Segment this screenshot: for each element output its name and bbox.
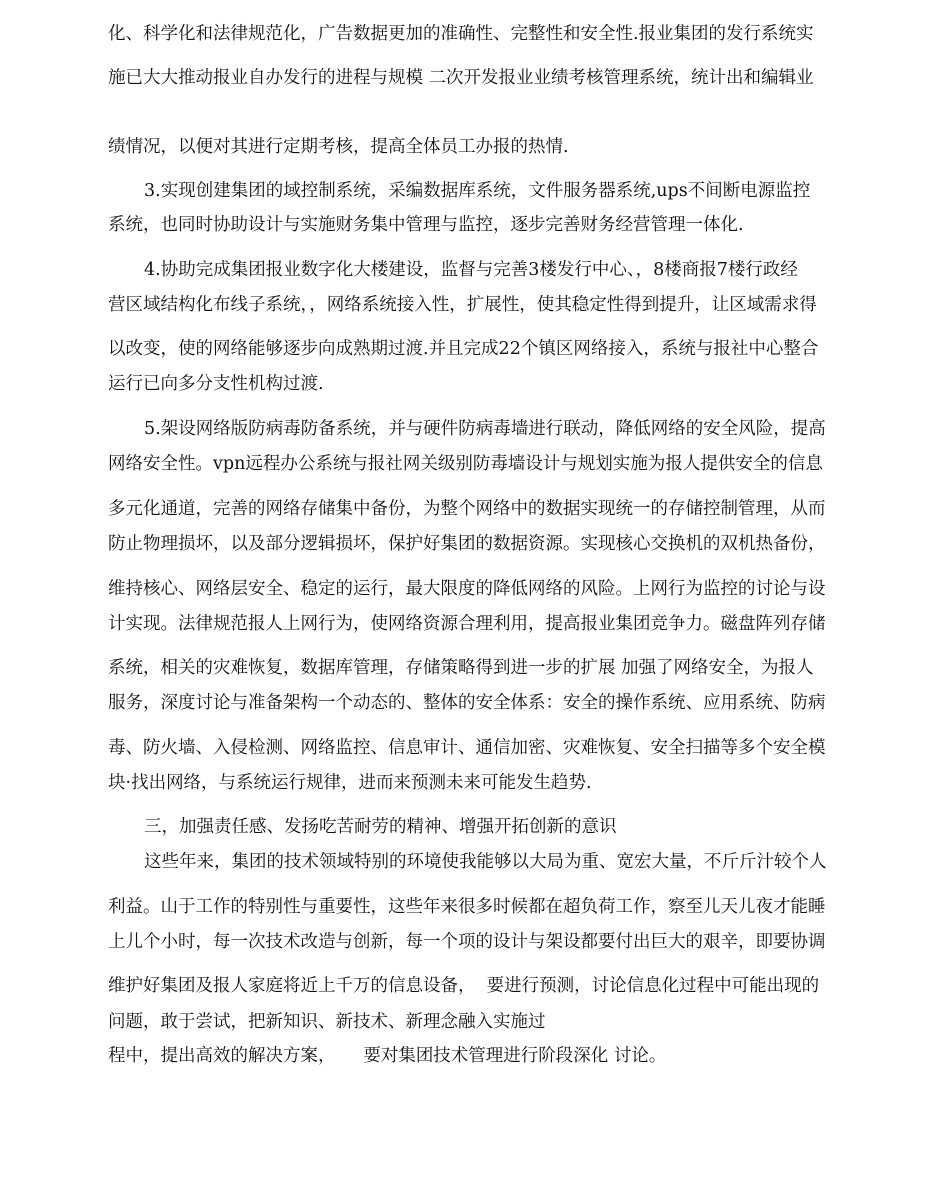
body-text-line: 利益。山于工作的特别性与重要性，这些年来很多时候都在超负荷工作，察至儿天儿夜才能睡	[108, 897, 826, 917]
body-text-line: 以改变，使的网络能够逐步向成熟期过渡.并且完成22个镇区网络接入，系统与报社中心整合	[108, 339, 819, 359]
body-text-line: 系统，也同时协助设计与实施财务集中管理与监控，逐步完善财务经营管理一体化.	[108, 215, 744, 235]
body-text-line: 营区域结构化布线子系统，，网络系统接入性，扩展性，使其稳定性得到提升，让区域需求得	[108, 295, 817, 315]
body-text-line: 块·找出网络，与系统运行规律，进而来预测未来可能发生趋势.	[108, 773, 592, 793]
body-text-line: 维护好集团及报人家庭将近上千万的信息设备， 要进行预测，讨论信息化过程中可能出现的	[108, 976, 820, 996]
body-text-line: 网络安全性。vpn远程办公系统与报社网关级别防毒墙设计与规划实施为报人提供安全的信息	[108, 454, 823, 474]
body-text-line: 4.协助完成集团报业数字化大楼建设，监督与完善3楼发行中心、，8楼商报7楼行政经	[144, 260, 798, 280]
body-text-line: 服务，深度讨论与准备架构一个动态的、整体的安全体系：安全的操作系统、应用系统、防病	[108, 693, 826, 713]
body-text-line: 5.架设网络版防病毒防备系统，并与硬件防病毒墙进行联动，降低网络的安全风险，提高	[144, 419, 826, 439]
body-text-line: 这些年来，集团的技术领域特别的环境使我能够以大局为重、宽宏大量，不斤斤汁较个人	[144, 852, 827, 872]
body-text-line: 系统，相关的灾难恢复，数据库管理，存储策略得到进一步的扩展 加强了网络安全，为报人	[108, 658, 814, 678]
body-text-line: 施已大大推动报业自办发行的进程与规模 二次开发报业业绩考核管理系统，统计出和编辑业	[108, 68, 814, 88]
section-heading: 三，加强责任感、发扬吃苦耐劳的精神、增强开拓创新的意识	[144, 817, 617, 837]
body-text-line: 防止物理损坏，以及部分逻辑损坏，保护好集团的数据资源。实现核心交换机的双机热备份，	[108, 534, 826, 554]
body-text-line: 3.实现创建集团的域控制系统，采编数据库系统，文件服务器系统,ups不间断电源监控	[144, 181, 811, 201]
body-text-line: 维持核心、网络层安全、稳定的运行，最大限度的降低网络的风险。上网行为监控的讨论与设	[108, 579, 826, 599]
body-text-line: 多元化通道，完善的网络存储集中备份，为整个网络中的数据实现统一的存储控制管理，从而	[108, 499, 826, 519]
body-text-line: 计实现。法律规范报人上网行为，使网络资源合理利用，提高报业集团竞争力。磁盘阵列存储	[108, 614, 826, 634]
body-text-line: 绩情况，以便对其进行定期考核，提高全体员工办报的热情.	[108, 137, 569, 157]
body-text-line: 上儿个小时，每一次技术改造与创新，每一个项的设计与架设都要付出巨大的艰辛，即要协调	[108, 932, 826, 952]
body-text-line: 毒、防火墙、入侵检测、网络监控、信息审计、通信加密、灾难恢复、安全扫描等多个安全模	[108, 738, 826, 758]
body-text-line: 运行已向多分支性机构过渡.	[108, 374, 324, 394]
body-text-line: 程中，提出高效的解决方案， 要对集团技术管理进行阶段深化 讨论。	[108, 1046, 667, 1066]
body-text-line: 问题，敢于尝试，把新知识、新技术、新理念融入实施过	[108, 1012, 546, 1032]
body-text-line: 化、科学化和法律规范化，广告数据更加的准确性、完整性和安全性.报业集团的发行系统实	[108, 24, 814, 44]
